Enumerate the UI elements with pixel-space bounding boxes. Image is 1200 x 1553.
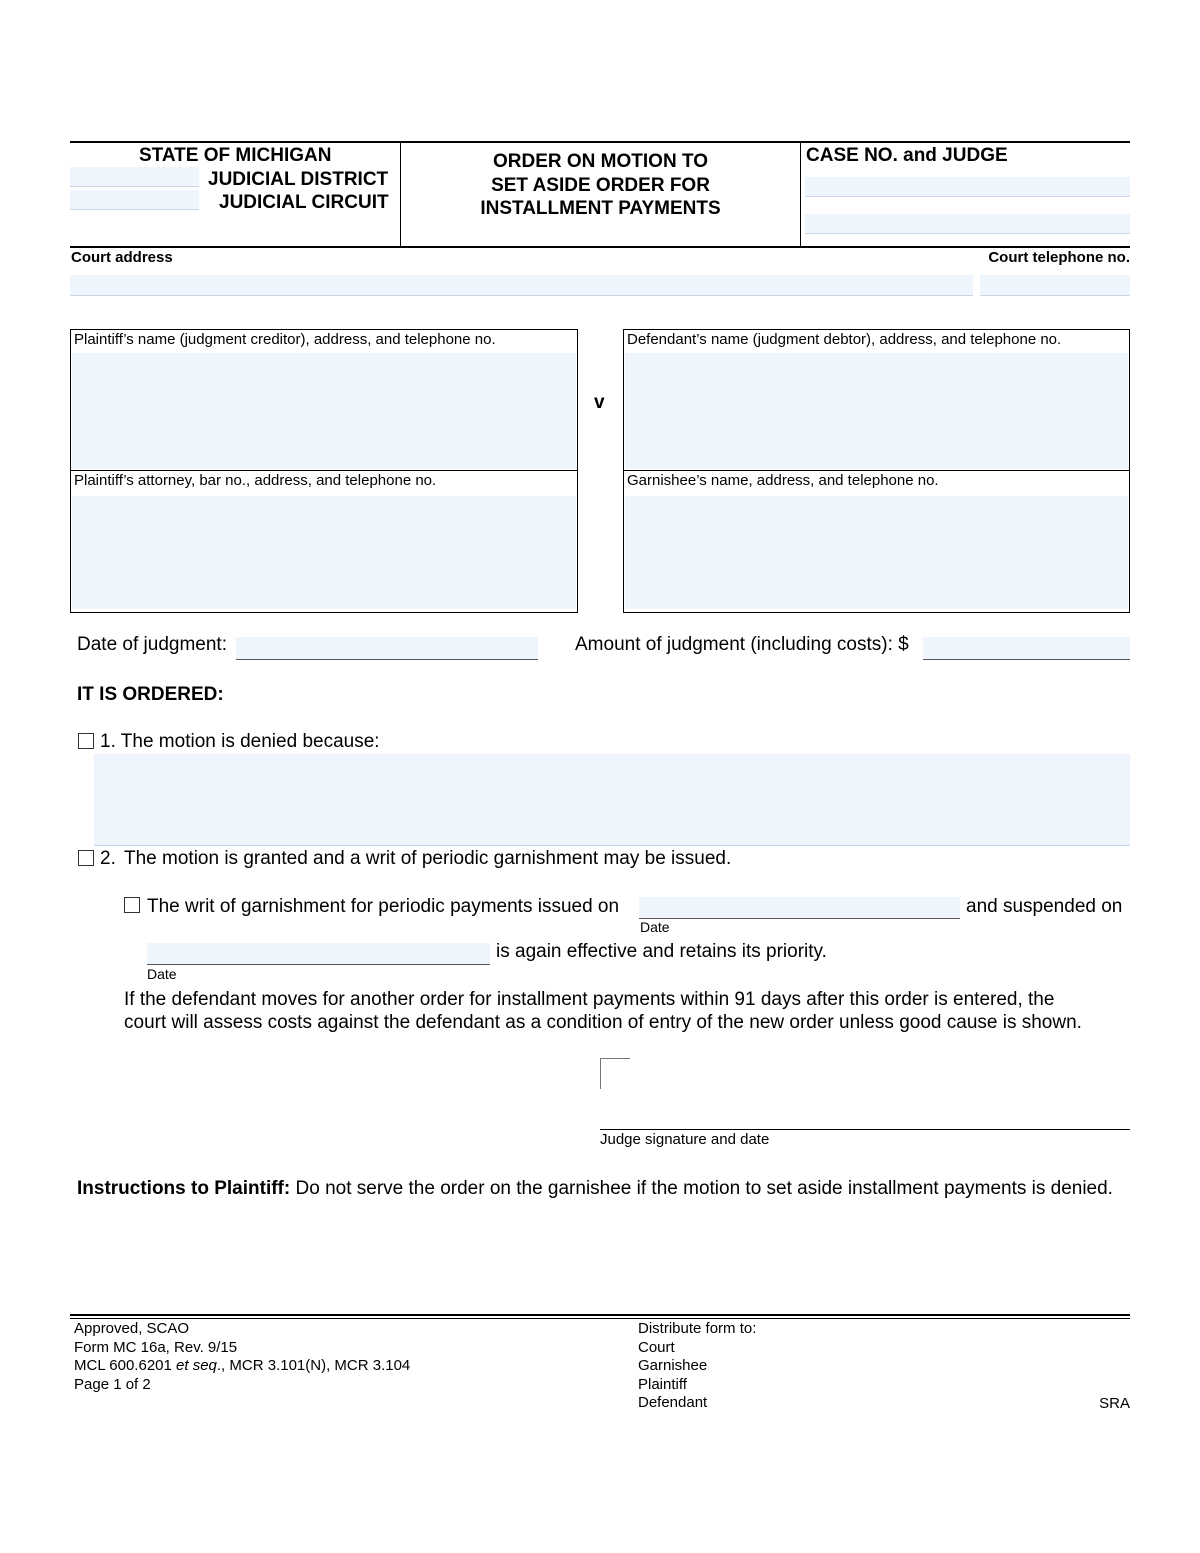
cost-paragraph-line2: court will assess costs against the defendant as a condition of entry of the new order unless good cause is shown. [124, 1012, 1082, 1033]
header-divider-right [800, 142, 801, 247]
form-title-line2: SET ASIDE ORDER FOR [491, 174, 710, 196]
footer-form-number: Form MC 16a, Rev. 9/15 [74, 1338, 238, 1356]
footer-statute-prefix: MCL 600.6201 [74, 1357, 177, 1375]
granted-checkbox[interactable] [78, 850, 94, 866]
judgment-date-label: Date of judgment: [77, 634, 227, 655]
garnishee-input[interactable] [625, 496, 1128, 609]
plaintiff-box [70, 329, 578, 471]
defendant-box [623, 329, 1130, 471]
judgment-amount-input[interactable] [923, 637, 1130, 660]
suspended-date-caption: Date [147, 966, 177, 982]
attorney-box [70, 470, 578, 613]
district-label: JUDICIAL DISTRICT [208, 169, 389, 190]
plaintiff-label: Plaintiff’s name (judgment creditor), address, and telephone no. [74, 331, 496, 348]
versus-label: v [594, 392, 605, 413]
judge-signature-field[interactable] [600, 1090, 1130, 1130]
footer-left [74, 1320, 410, 1394]
form-title-line1: ORDER ON MOTION TO [493, 151, 708, 172]
distribute-item: Garnishee [638, 1357, 708, 1375]
distribute-item: Defendant [638, 1394, 708, 1412]
form-title [401, 150, 800, 221]
state-name: STATE OF MICHIGAN [139, 145, 332, 166]
plaintiff-input[interactable] [72, 353, 576, 469]
case-number-input[interactable] [805, 177, 1130, 197]
footer-rule-top [70, 1314, 1130, 1316]
circuit-input[interactable] [70, 190, 199, 210]
header-top-rule [70, 141, 1130, 143]
court-phone-label: Court telephone no. [988, 249, 1130, 266]
signature-label: Judge signature and date [600, 1131, 770, 1148]
order-heading: IT IS ORDERED: [77, 684, 224, 705]
footer-rule-bottom [70, 1318, 1130, 1319]
writ-text: The writ of garnishment for periodic payments issued on [147, 896, 620, 917]
writ-checkbox[interactable] [124, 897, 140, 913]
footer-code: SRA [1099, 1395, 1130, 1412]
suspended-text: and suspended on [966, 896, 1123, 917]
signature-corner-mark [600, 1058, 630, 1089]
denied-label: 1. The motion is denied because: [100, 731, 380, 752]
court-address-input[interactable] [70, 275, 973, 296]
suspended-date-input[interactable] [147, 943, 490, 965]
circuit-label: JUDICIAL CIRCUIT [219, 192, 389, 213]
distribute-item: Plaintiff [638, 1375, 687, 1393]
footer-statute-italic: et seq [176, 1357, 217, 1375]
granted-label: The motion is granted and a writ of periodic garnishment may be issued. [124, 848, 732, 869]
district-input[interactable] [70, 167, 199, 187]
attorney-input[interactable] [72, 496, 576, 609]
footer-statute-suffix: ., MCR 3.101(N), MCR 3.104 [216, 1357, 411, 1375]
judgment-date-input[interactable] [236, 637, 538, 660]
judgment-amount-label: Amount of judgment (including costs): $ [575, 634, 909, 655]
denied-reason-input[interactable] [94, 754, 1130, 846]
defendant-label: Defendant’s name (judgment debtor), address, and telephone no. [627, 331, 1062, 348]
distribute-label: Distribute form to: [638, 1320, 757, 1337]
form-title-line3: INSTALLMENT PAYMENTS [480, 198, 721, 219]
instructions-label: Instructions to Plaintiff: [77, 1178, 291, 1199]
granted-number: 2. [100, 848, 116, 869]
defendant-input[interactable] [625, 353, 1128, 469]
footer-approved: Approved, SCAO [74, 1320, 190, 1337]
writ-issued-date-input[interactable] [639, 897, 960, 919]
footer-statute [74, 1357, 410, 1376]
instructions [77, 1178, 1113, 1200]
judge-input[interactable] [805, 214, 1130, 234]
distribute-item: Court [638, 1338, 675, 1356]
cost-paragraph-line1: If the defendant moves for another order for installment payments within 91 days after this order is entered, the [124, 989, 1055, 1010]
denied-checkbox[interactable] [78, 733, 94, 749]
court-phone-input[interactable] [980, 275, 1130, 296]
attorney-label: Plaintiff’s attorney, bar no., address, and telephone no. [74, 472, 437, 489]
cost-paragraph [124, 988, 1134, 1034]
issued-date-caption: Date [640, 919, 670, 935]
footer-page: Page 1 of 2 [74, 1375, 151, 1393]
garnishee-box [623, 470, 1130, 613]
effective-text: is again effective and retains its priority. [496, 941, 827, 962]
footer-distribution [638, 1320, 756, 1413]
header-bottom-rule [70, 246, 1130, 248]
garnishee-label: Garnishee’s name, address, and telephone no. [627, 472, 939, 489]
instructions-text: Do not serve the order on the garnishee if the motion to set aside installment payments is denied. [295, 1178, 1113, 1199]
court-address-label: Court address [71, 249, 173, 266]
case-label: CASE NO. and JUDGE [806, 145, 1008, 166]
